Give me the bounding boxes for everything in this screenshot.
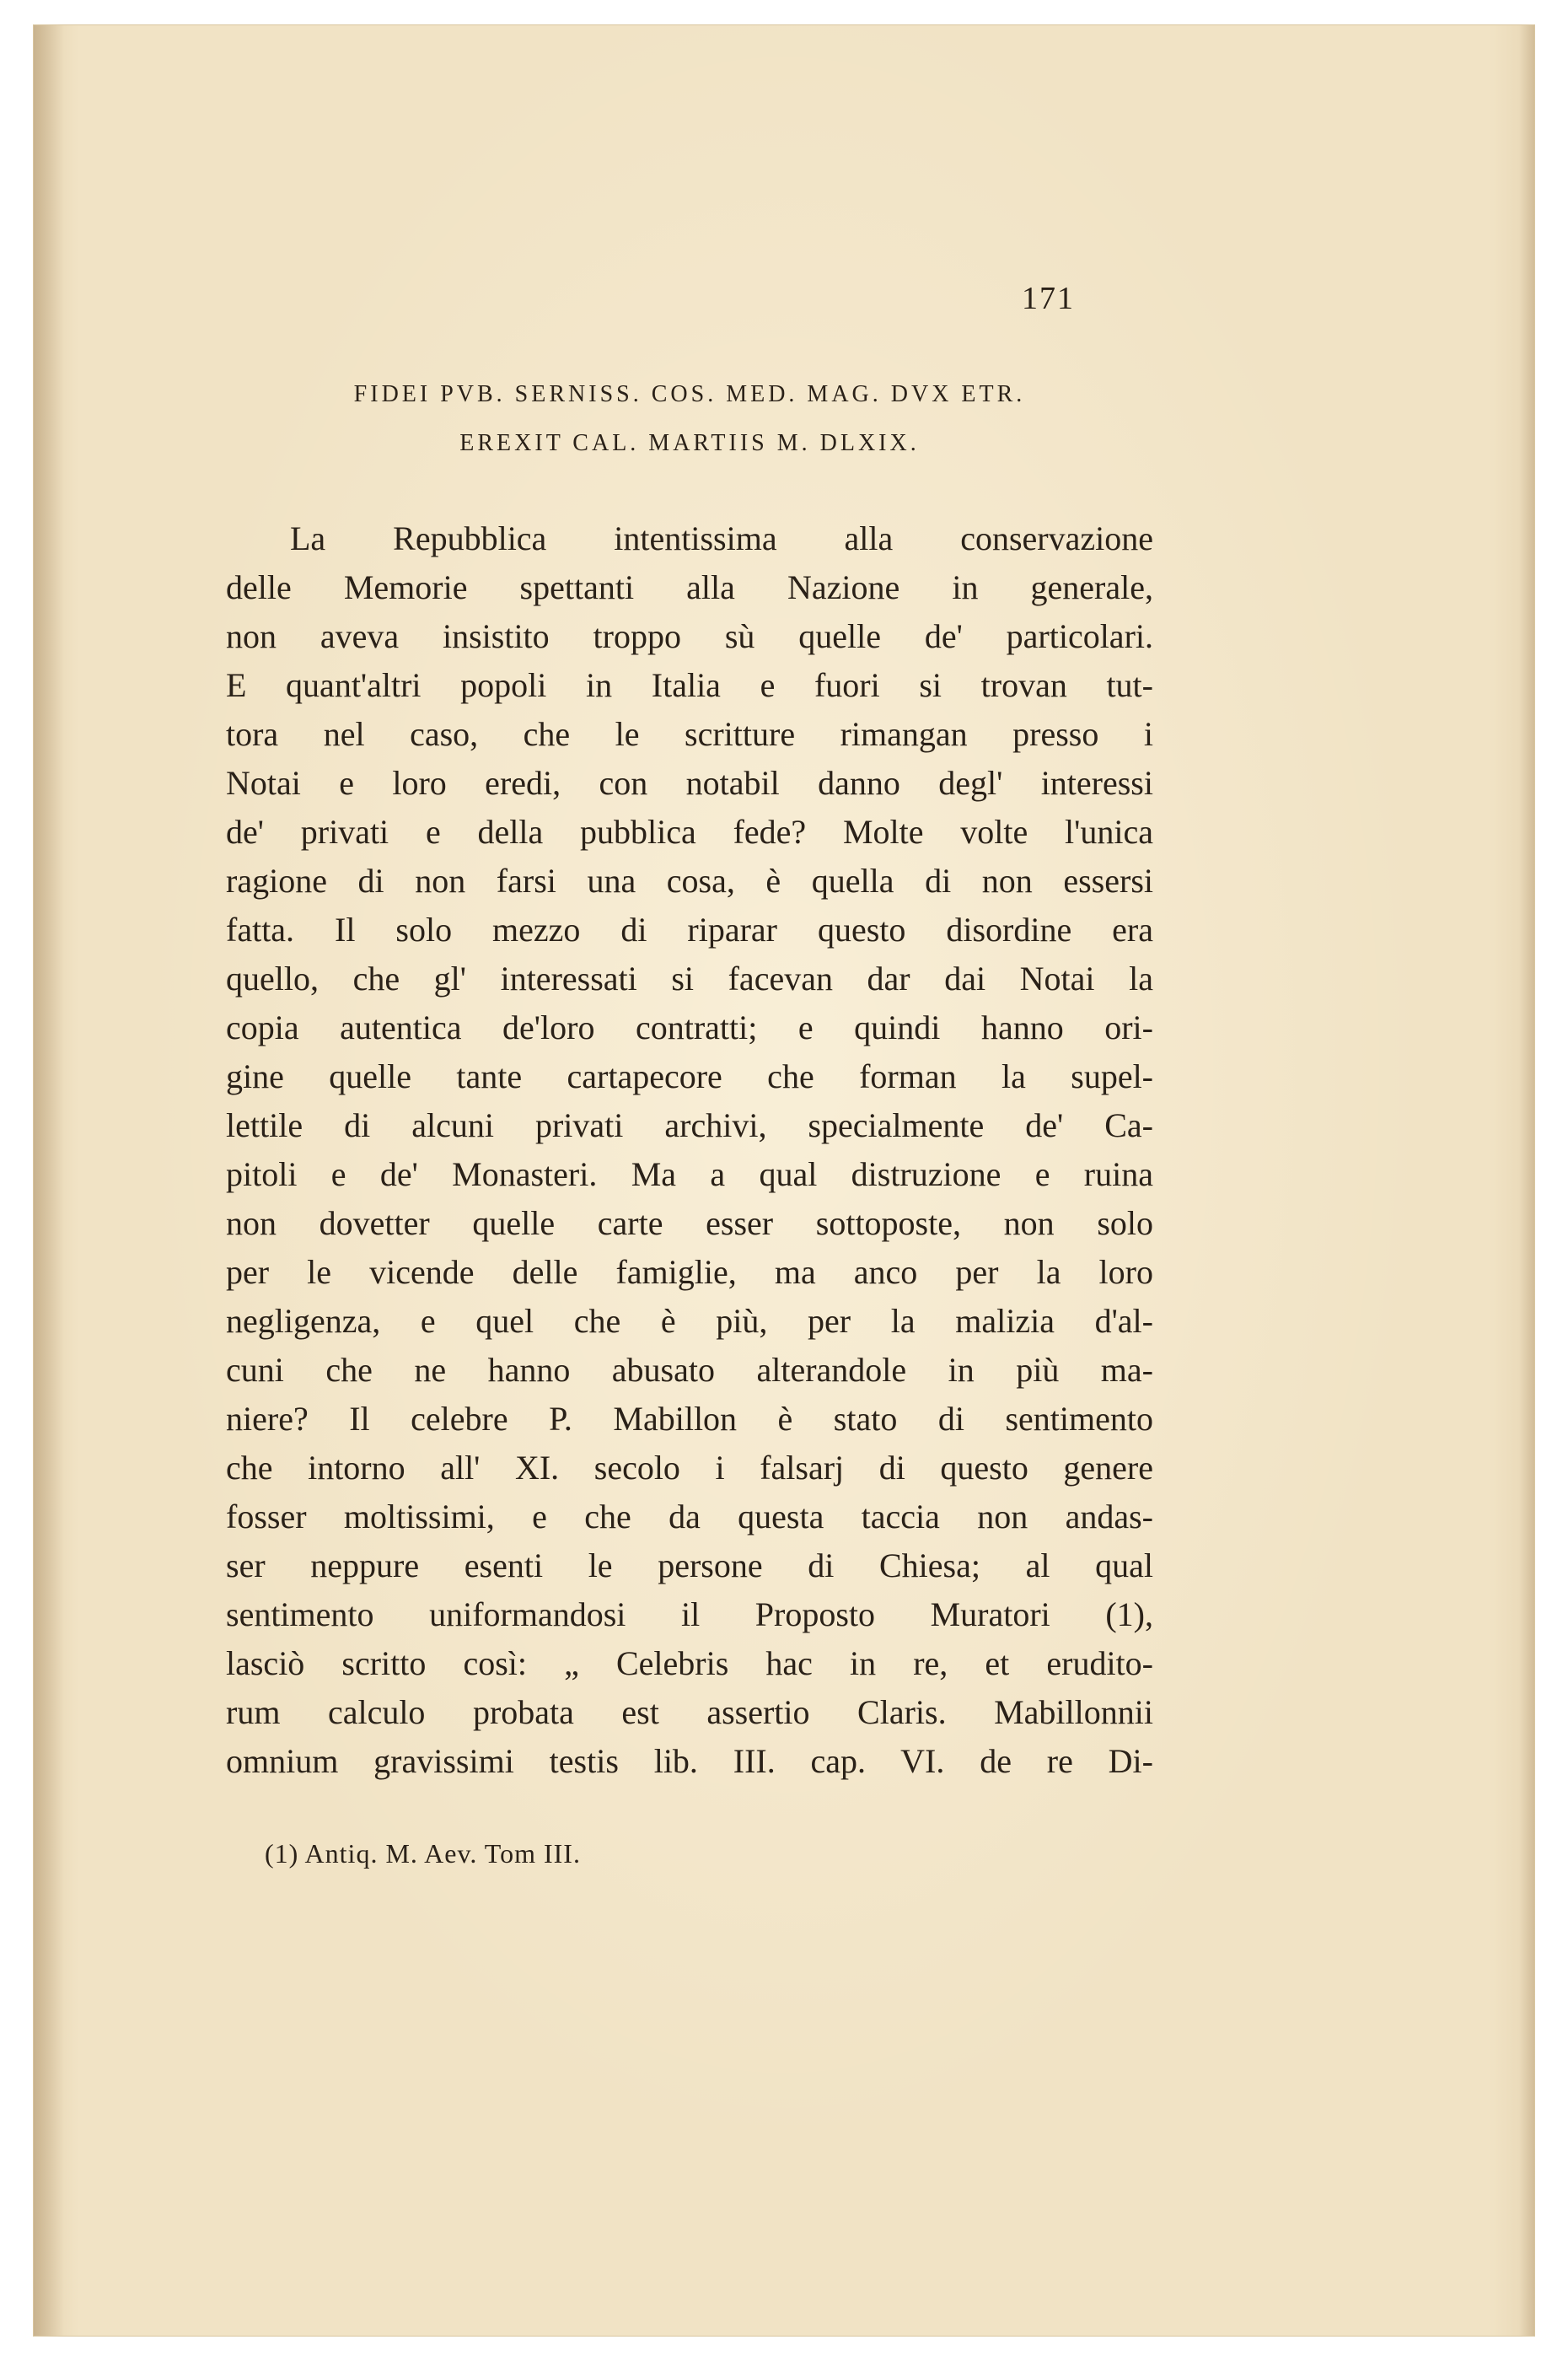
text-line: sentimento uniformandosi il Proposto Muratori (1), bbox=[226, 1595, 1153, 1633]
text-line: quello, che gl' interessati si facevan dar dai Notai la bbox=[226, 960, 1153, 998]
text-line: lettile di alcuni privati archivi, specialmente de' Ca- bbox=[226, 1106, 1153, 1144]
text-line: omnium gravissimi testis lib. III. cap. VI. de re Di- bbox=[226, 1742, 1153, 1780]
binding-gutter bbox=[34, 25, 64, 2336]
text-line: cuni che ne hanno abusato alterandole in più ma- bbox=[226, 1351, 1153, 1389]
footnote: (1) Antiq. M. Aev. Tom III. bbox=[265, 1838, 581, 1869]
text-line: tora nel caso, che le scritture rimangan presso i bbox=[226, 715, 1153, 753]
text-line: pitoli e de' Monasteri. Ma a qual distruzione e ruina bbox=[226, 1155, 1153, 1193]
text-line: non dovetter quelle carte esser sottoposte, non solo bbox=[226, 1204, 1153, 1242]
text-line: lasciò scritto così: „ Celebris hac in re, et erudito- bbox=[226, 1644, 1153, 1682]
text-line: fatta. Il solo mezzo di riparar questo disordine era bbox=[226, 911, 1153, 949]
inscription-line: EREXIT CAL. MARTIIS M. DLXIX. bbox=[459, 430, 920, 456]
text-line: che intorno all' XI. secolo i falsarj di questo genere bbox=[226, 1449, 1153, 1487]
text-line: negligenza, e quel che è più, per la malizia d'al- bbox=[226, 1302, 1153, 1340]
text-line: ser neppure esenti le persone di Chiesa; al qual bbox=[226, 1546, 1153, 1584]
page-number: 171 bbox=[1022, 281, 1075, 316]
text-line: gine quelle tante cartapecore che forman la supel- bbox=[226, 1057, 1153, 1095]
text-line: ragione di non farsi una cosa, è quella di non essersi bbox=[226, 862, 1153, 900]
text-line: La Repubblica intentissima alla conservazione bbox=[290, 519, 1153, 557]
text-line: non aveva insistito troppo sù quelle de' particolari. bbox=[226, 617, 1153, 655]
text-line: rum calculo probata est assertio Claris. Mabillonnii bbox=[226, 1693, 1153, 1731]
text-line: Notai e loro eredi, con notabil danno degl' interessi bbox=[226, 764, 1153, 802]
inscription-line: FIDEI PVB. SERNISS. COS. MED. MAG. DVX ETR. bbox=[353, 381, 1026, 407]
text-line: copia autentica de'loro contratti; e quindi hanno ori- bbox=[226, 1008, 1153, 1046]
text-line: niere? Il celebre P. Mabillon è stato di sentimento bbox=[226, 1400, 1153, 1438]
text-line: fosser moltissimi, e che da questa taccia non andas- bbox=[226, 1498, 1153, 1535]
page-edge bbox=[1519, 25, 1534, 2336]
text-line: de' privati e della pubblica fede? Molte volte l'unica bbox=[226, 813, 1153, 851]
body-paragraph bbox=[226, 514, 1153, 1786]
text-line: per le vicende delle famiglie, ma anco per la loro bbox=[226, 1253, 1153, 1291]
text-line: delle Memorie spettanti alla Nazione in generale, bbox=[226, 568, 1153, 606]
text-line: E quant'altri popoli in Italia e fuori si trovan tut- bbox=[226, 666, 1153, 704]
